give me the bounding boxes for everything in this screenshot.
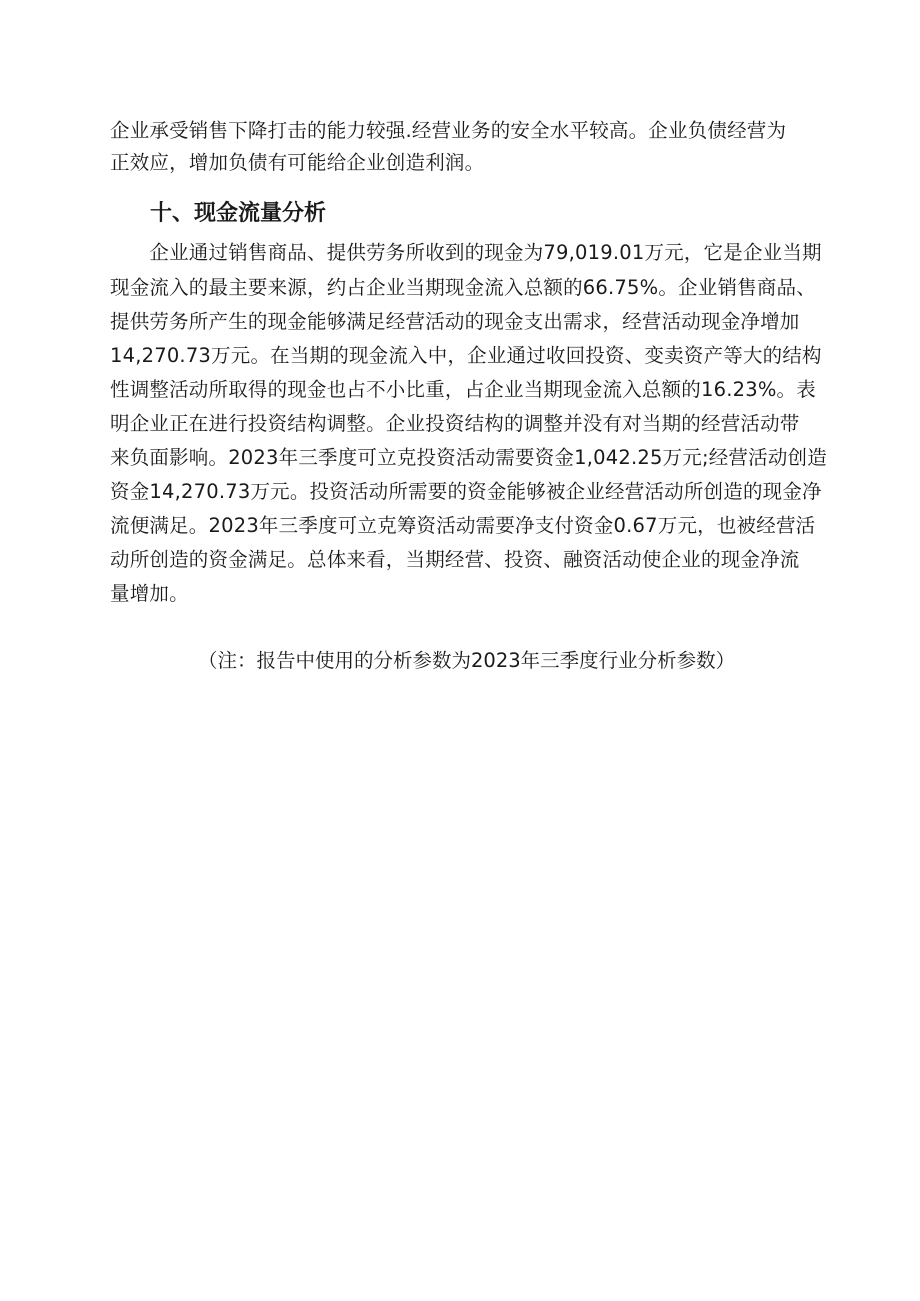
paragraph-line-10: 动所创造的资金满足。总体来看，当期经营、投资、融资活动使企业的现金净流 (110, 548, 800, 571)
paragraph-line-3: 提供劳务所产生的现金能够满足经营活动的现金支出需求，经营活动现金净增加 (110, 310, 800, 333)
paragraph-line-1: 企业通过销售商品、提供劳务所收到的现金为79,019.01万元，它是企业当期 (110, 241, 822, 264)
paragraph-line-6: 明企业正在进行投资结构调整。企业投资结构的调整并没有对当期的经营活动带 (110, 412, 800, 435)
footnote: （注：报告中使用的分析参数为2023年三季度行业分析参数） (198, 649, 736, 672)
paragraph-line-11: 量增加。 (110, 582, 189, 605)
paragraph-line-2: 现金流入的最主要来源，约占企业当期现金流入总额的66.75%。企业销售商品、 (110, 276, 816, 299)
intro-line-1: 企业承受销售下降打击的能力较强.经营业务的安全水平较高。企业负债经营为 (110, 119, 787, 142)
paragraph-line-5: 性调整活动所取得的现金也占不小比重，占企业当期现金流入总额的16.23%。表 (110, 378, 816, 401)
paragraph-line-7: 来负面影响。2023年三季度可立克投资活动需要资金1,042.25万元;经营活动创造 (110, 446, 827, 469)
intro-line-2: 正效应，增加负债有可能给企业创造利润。 (110, 151, 485, 174)
paragraph-line-8: 资金14,270.73万元。投资活动所需要的资金能够被企业经营活动所创造的现金净 (110, 480, 822, 503)
paragraph-line-4: 14,270.73万元。在当期的现金流入中，企业通过收回投资、变卖资产等大的结构 (110, 344, 822, 367)
section-heading: 十、现金流量分析 (150, 201, 327, 226)
paragraph-line-9: 流便满足。2023年三季度可立克筹资活动需要净支付资金0.67万元，也被经营活 (110, 514, 816, 537)
